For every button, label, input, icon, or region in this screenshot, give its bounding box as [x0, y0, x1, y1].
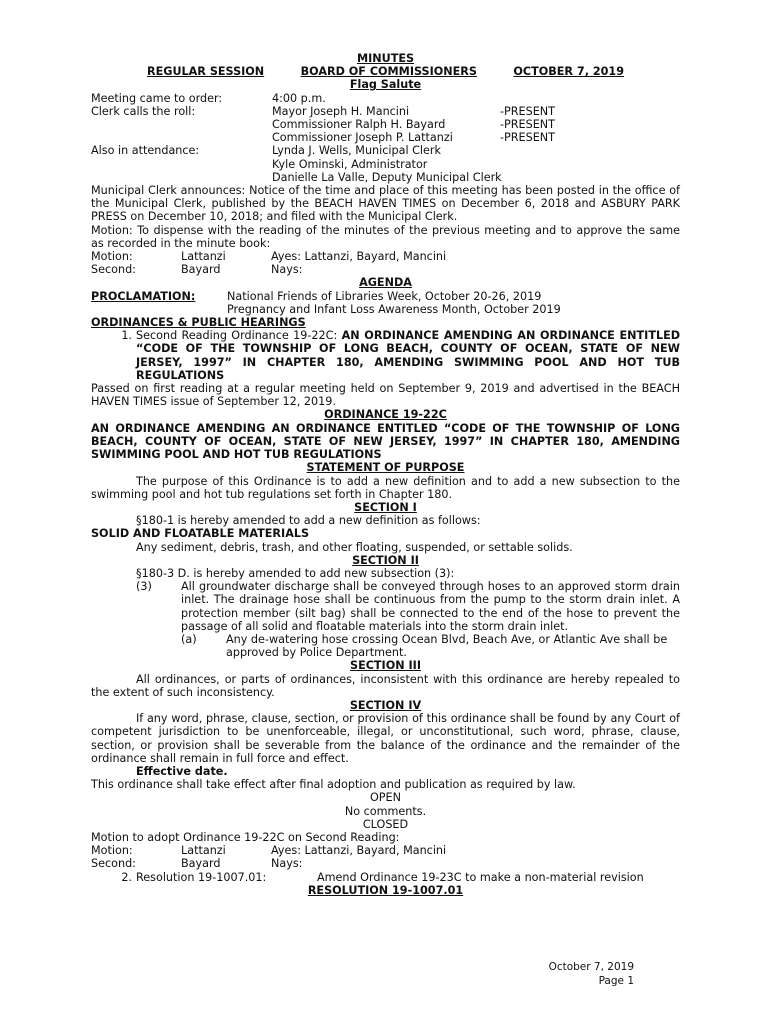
definition-term: SOLID AND FLOATABLE MATERIALS [91, 527, 310, 541]
effective-text: This ordinance shall take effect after final adoption and publication as required by law. [91, 778, 576, 792]
attendance-row: Also in attendance: Lynda J. Wells, Municipal Clerk [91, 144, 441, 158]
board-label: BOARD OF COMMISSIONERS [300, 65, 477, 79]
section-3-text: All ordinances, or parts of ordinances, inconsistent with this ordinance are hereby repealed to the extent of such inconsistency. [91, 672, 680, 699]
section-1-text: §180-1 is hereby amended to add a new definition as follows: [136, 514, 481, 528]
subsection-3: (3) All groundwater discharge shall be conveyed through hoses to an approved storm drain inlet. The drainage hose shall be continuous from the pump to the storm drain inlet. A protection member (silt bag) shall be connected to the end of the hose to prevent the passage of all solid and floatable materials into the storm drain inlet. [136, 580, 680, 633]
subsection-3a: (a) Any de-watering hose crossing Ocean Blvd, Beach Ave, or Atlantic Ave shall be approved by Police Department. [181, 632, 668, 660]
purpose-text: The purpose of this Ordinance is to add a new definition and to add a new subsection to the swimming pool and hot tub regulations set forth in Chapter 180. [91, 474, 680, 501]
agenda-item-2: 2. Resolution 19-1007.01: Amend Ordinance 19-23C to make a non-material revision [121, 870, 644, 884]
dispense-motion: Motion: To dispense with the reading of the minutes of the previous meeting and to approve the same as recorded in the minute book: [91, 223, 680, 250]
roll-call-row: Commissioner Ralph H. Bayard -PRESENT [272, 118, 555, 132]
section-3-heading: SECTION III [350, 659, 421, 673]
footer-page-number: Page 1 [598, 974, 634, 987]
section-2-text: §180-3 D. is hereby amended to add new subsection (3): [136, 566, 455, 580]
ordinance-number: ORDINANCE 19-22C [324, 408, 447, 422]
agenda-heading: AGENDA [359, 276, 412, 290]
roll-call-row: Clerk calls the roll: Mayor Joseph H. Mancini -PRESENT [91, 104, 555, 118]
resolution-heading: RESOLUTION 19-1007.01 [307, 883, 464, 897]
ordinance-title: AN ORDINANCE AMENDING AN ORDINANCE ENTITLED “CODE OF THE TOWNSHIP OF LONG BEACH, COUNTY OF OCEAN, STATE OF NEW JERSEY, 1997” IN CHAPTER 180, AMENDING SWIMMING POOL AND HOT TUB REGULATIONS [91, 421, 680, 462]
second-row: Second: Bayard Nays: [91, 263, 303, 277]
hearing-closed: CLOSED [362, 817, 409, 831]
motion-row: Motion: Lattanzi Ayes: Lattanzi, Bayard, Mancini [91, 250, 447, 264]
hearing-comments: No comments. [344, 804, 427, 818]
attendance-row: Danielle La Valle, Deputy Municipal Clerk [272, 170, 502, 184]
section-4-heading: SECTION IV [349, 698, 422, 712]
section-2-heading: SECTION II [352, 553, 419, 567]
minutes-page [91, 52, 680, 897]
minutes-title: MINUTES [356, 52, 415, 65]
section-4-text: If any word, phrase, clause, section, or provision of this ordinance shall be found by any Court of competent jurisdiction to be unenforceable, illegal, or unconstitutional, such word, phrase, clause, section, or provision shall be severable from the balance of the ordinance and the remainder of the ordinance shall remain in full force and effect. [91, 712, 680, 765]
agenda-item-1: 1. Second Reading Ordinance 19-22C: AN ORDINANCE AMENDING AN ORDINANCE ENTITLED “CODE OF THE TOWNSHIP OF LONG BEACH, COUNTY OF OCEAN, STATE OF NEW JERSEY, 1997” IN CHAPTER 180, AMENDING SWIMMING POOL AND HOT TUB REGULATIONS [121, 329, 681, 382]
effective-heading: Effective date. [136, 764, 228, 778]
second-row: Second: Bayard Nays: [91, 857, 303, 871]
proclamation-row: PROCLAMATION: National Friends of Libraries Week, October 20-26, 2019 [91, 289, 542, 303]
notice-paragraph: Municipal Clerk announces: Notice of the time and place of this meeting has been posted in the office of the Municipal Clerk, published by the BEACH HAVEN TIMES on December 6, 2018 and ASBURY PARK PRESS on December 10, 2018; and filed with the Municipal Clerk. [91, 184, 680, 224]
meeting-date: OCTOBER 7, 2019 [513, 65, 624, 79]
first-reading-note: Passed on first reading at a regular meeting held on September 9, 2019 and advertised in the BEACH HAVEN TIMES issue of September 12, 2019. [91, 382, 680, 409]
attendance-row: Kyle Ominski, Administrator [272, 157, 428, 171]
flag-salute: Flag Salute [349, 78, 422, 92]
session-label: REGULAR SESSION [147, 65, 265, 79]
ordinances-heading: ORDINANCES & PUBLIC HEARINGS [91, 316, 306, 330]
purpose-heading: STATEMENT OF PURPOSE [306, 461, 465, 475]
page-footer [549, 961, 634, 988]
adopt-motion: Motion to adopt Ordinance 19-22C on Second Reading: [91, 830, 400, 844]
definition-text: Any sediment, debris, trash, and other floating, suspended, or settable solids. [136, 540, 573, 554]
motion-row: Motion: Lattanzi Ayes: Lattanzi, Bayard, Mancini [91, 844, 447, 858]
section-1-heading: SECTION I [354, 500, 417, 514]
proclamation-row: Pregnancy and Infant Loss Awareness Month, October 2019 [227, 302, 561, 316]
session-header [91, 65, 680, 78]
footer-date: October 7, 2019 [548, 961, 634, 973]
roll-call-row: Commissioner Joseph P. Lattanzi -PRESENT [272, 131, 555, 145]
hearing-open: OPEN [370, 791, 401, 805]
call-to-order: Meeting came to order: 4:00 p.m. [91, 91, 326, 105]
